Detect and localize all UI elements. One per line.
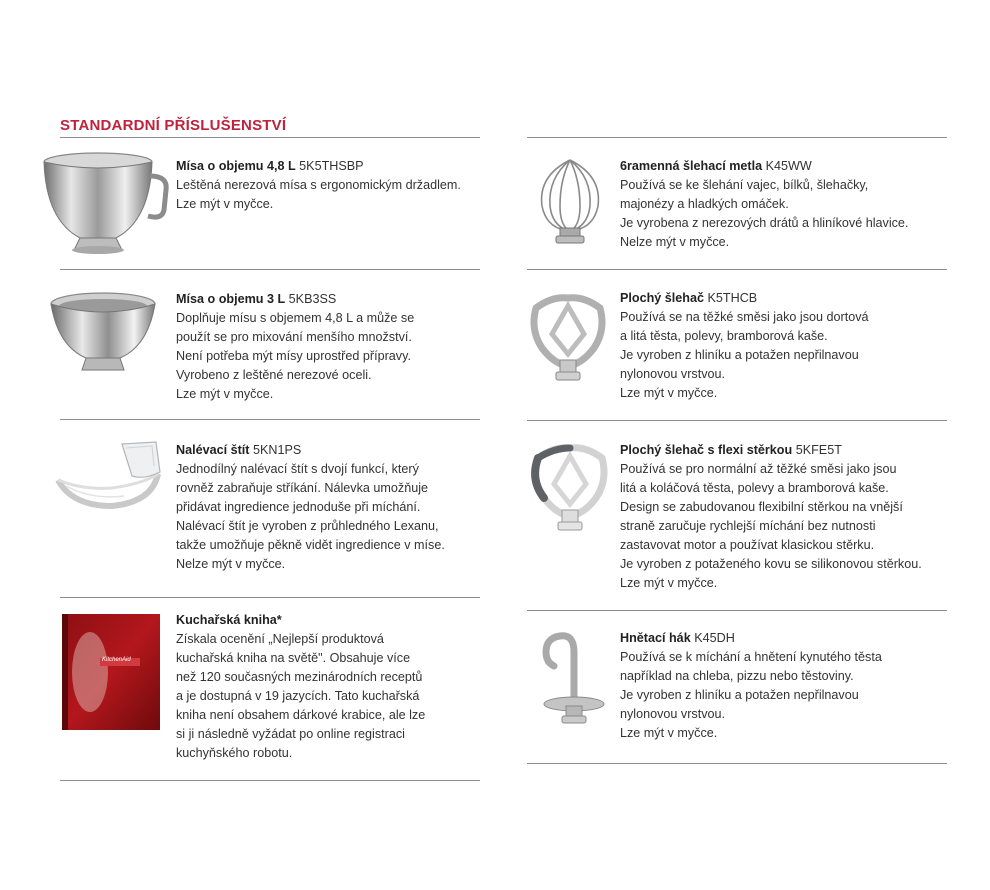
item-description-line: Získala ocenění „Nejlepší produktová [176, 632, 384, 646]
cookbook-icon [62, 614, 160, 730]
divider [527, 610, 947, 611]
item-description-line: Lze mýt v myčce. [176, 197, 274, 211]
item-description-line: Je vyroben z hliníku a potažen nepřilnavou [620, 348, 859, 362]
item-description-line: zastavovat motor a používat klasickou stěrku. [620, 538, 875, 552]
item-description-line: kuchyňského robotu. [176, 746, 293, 760]
item-description-line: například na chleba, pizzu nebo těstoviny. [620, 669, 854, 683]
item-description-line: rovněž zabraňuje stříkání. Nálevka umožňuje [176, 481, 429, 495]
item-name: Hnětací hák [620, 631, 691, 645]
dough-hook-icon [534, 628, 610, 728]
item-description-line: Lze mýt v myčce. [620, 386, 718, 400]
divider [527, 763, 947, 764]
item-name: 6ramenná šlehací metla [620, 159, 763, 173]
item-description-line: si ji následně vyžádat po online registraci [176, 727, 405, 741]
item-description-line: nylonovou vrstvou. [620, 367, 726, 381]
item-description-line: Jednodílný nalévací štít s dvojí funkcí, který [176, 462, 419, 476]
item-description-line: kuchařská kniha na světě". Obsahuje více [176, 651, 411, 665]
item-description-line: litá a koláčová těsta, polevy a bramborová kaše. [620, 481, 889, 495]
divider [527, 269, 947, 270]
divider [527, 420, 947, 421]
item-code: K45WW [765, 159, 812, 173]
divider [60, 419, 480, 420]
item-name: Nalévací štít [176, 443, 250, 457]
item-description-line: Je vyroben z hliníku a potažen nepřilnavou [620, 688, 859, 702]
item-description-line: použít se pro mixování menšího množství. [176, 330, 412, 344]
item-description-line: Nalévací štít je vyroben z průhledného Lexanu, [176, 519, 439, 533]
divider [60, 597, 480, 598]
item-description-line: a litá těsta, polevy, bramborová kaše. [620, 329, 828, 343]
item-description-line: Používá se k míchání a hnětení kynutého těsta [620, 650, 882, 664]
item-code: 5KB3SS [288, 292, 337, 306]
item-code: 5KN1PS [253, 443, 302, 457]
divider [60, 780, 480, 781]
item-description-line: straně zaručuje rychlejší míchání bez nutnosti [620, 519, 876, 533]
item-description-line: nylonovou vrstvou. [620, 707, 726, 721]
item-description-line: Nelze mýt v myčce. [176, 557, 286, 571]
item-description-line: Lze mýt v myčce. [620, 576, 718, 590]
item-name: Mísa o objemu 4,8 L [176, 159, 296, 173]
flat-beater-icon [528, 290, 608, 386]
item-code: 5K5THSBP [299, 159, 364, 173]
item-description-line: Je vyroben z potaženého kovu se silikonovou stěrkou. [620, 557, 922, 571]
item-description-line: a je dostupná v 19 jazycích. Tato kuchařská [176, 689, 420, 703]
item-description-line: Používá se pro normální až těžké směsi jako jsou [620, 462, 897, 476]
item-code: 5KFE5T [795, 443, 842, 457]
item-description-line: Doplňuje mísu s objemem 4,8 L a může se [176, 311, 415, 325]
item-name: Plochý šlehač [620, 291, 704, 305]
item-code: K45DH [694, 631, 735, 645]
item-description-line: přidávat ingredience jednoduše při míchání. [176, 500, 421, 514]
item-name: Kuchařská kniha* [176, 613, 282, 627]
item-description-line: Nelze mýt v myčce. [620, 235, 730, 249]
item-description-line: Není potřeba mýt mísy uprostřed přípravy. [176, 349, 411, 363]
small-bowl-icon [48, 290, 158, 376]
item-description-line: Používá se na těžké směsi jako jsou dortová [620, 310, 869, 324]
flex-edge-beater-icon [528, 440, 610, 536]
item-description-line: než 120 současných mezinárodních receptů [176, 670, 423, 684]
divider [60, 137, 480, 138]
divider [60, 269, 480, 270]
bowl-with-handle-icon [40, 150, 170, 258]
item-description-line: Lze mýt v myčce. [620, 726, 718, 740]
wire-whip-icon [534, 156, 606, 248]
item-description-line: Design se zabudovanou flexibilní stěrkou na vnější [620, 500, 903, 514]
item-description-line: takže umožňuje pěkně vidět ingredience v míse. [176, 538, 445, 552]
item-description-line: Lze mýt v myčce. [176, 387, 274, 401]
divider [527, 137, 947, 138]
item-name: Mísa o objemu 3 L [176, 292, 286, 306]
section-title: STANDARDNÍ PŘÍSLUŠENSTVÍ [60, 117, 287, 134]
item-description-line: kniha není obsahem dárkové krabice, ale lze [176, 708, 426, 722]
item-name: Plochý šlehač s flexi stěrkou [620, 443, 793, 457]
cookbook-brand-label: KitchenAid [102, 657, 131, 663]
pouring-shield-icon [52, 436, 164, 512]
item-description-line: majonézy a hladkých omáček. [620, 197, 789, 211]
item-code: K5THCB [707, 291, 758, 305]
item-description-line: Je vyrobena z nerezových drátů a hliníkové hlavice. [620, 216, 909, 230]
item-description-line: Leštěná nerezová mísa s ergonomickým držadlem. [176, 178, 461, 192]
item-description-line: Vyrobeno z leštěné nerezové oceli. [176, 368, 372, 382]
item-description-line: Používá se ke šlehání vajec, bílků, šlehačky, [620, 178, 869, 192]
